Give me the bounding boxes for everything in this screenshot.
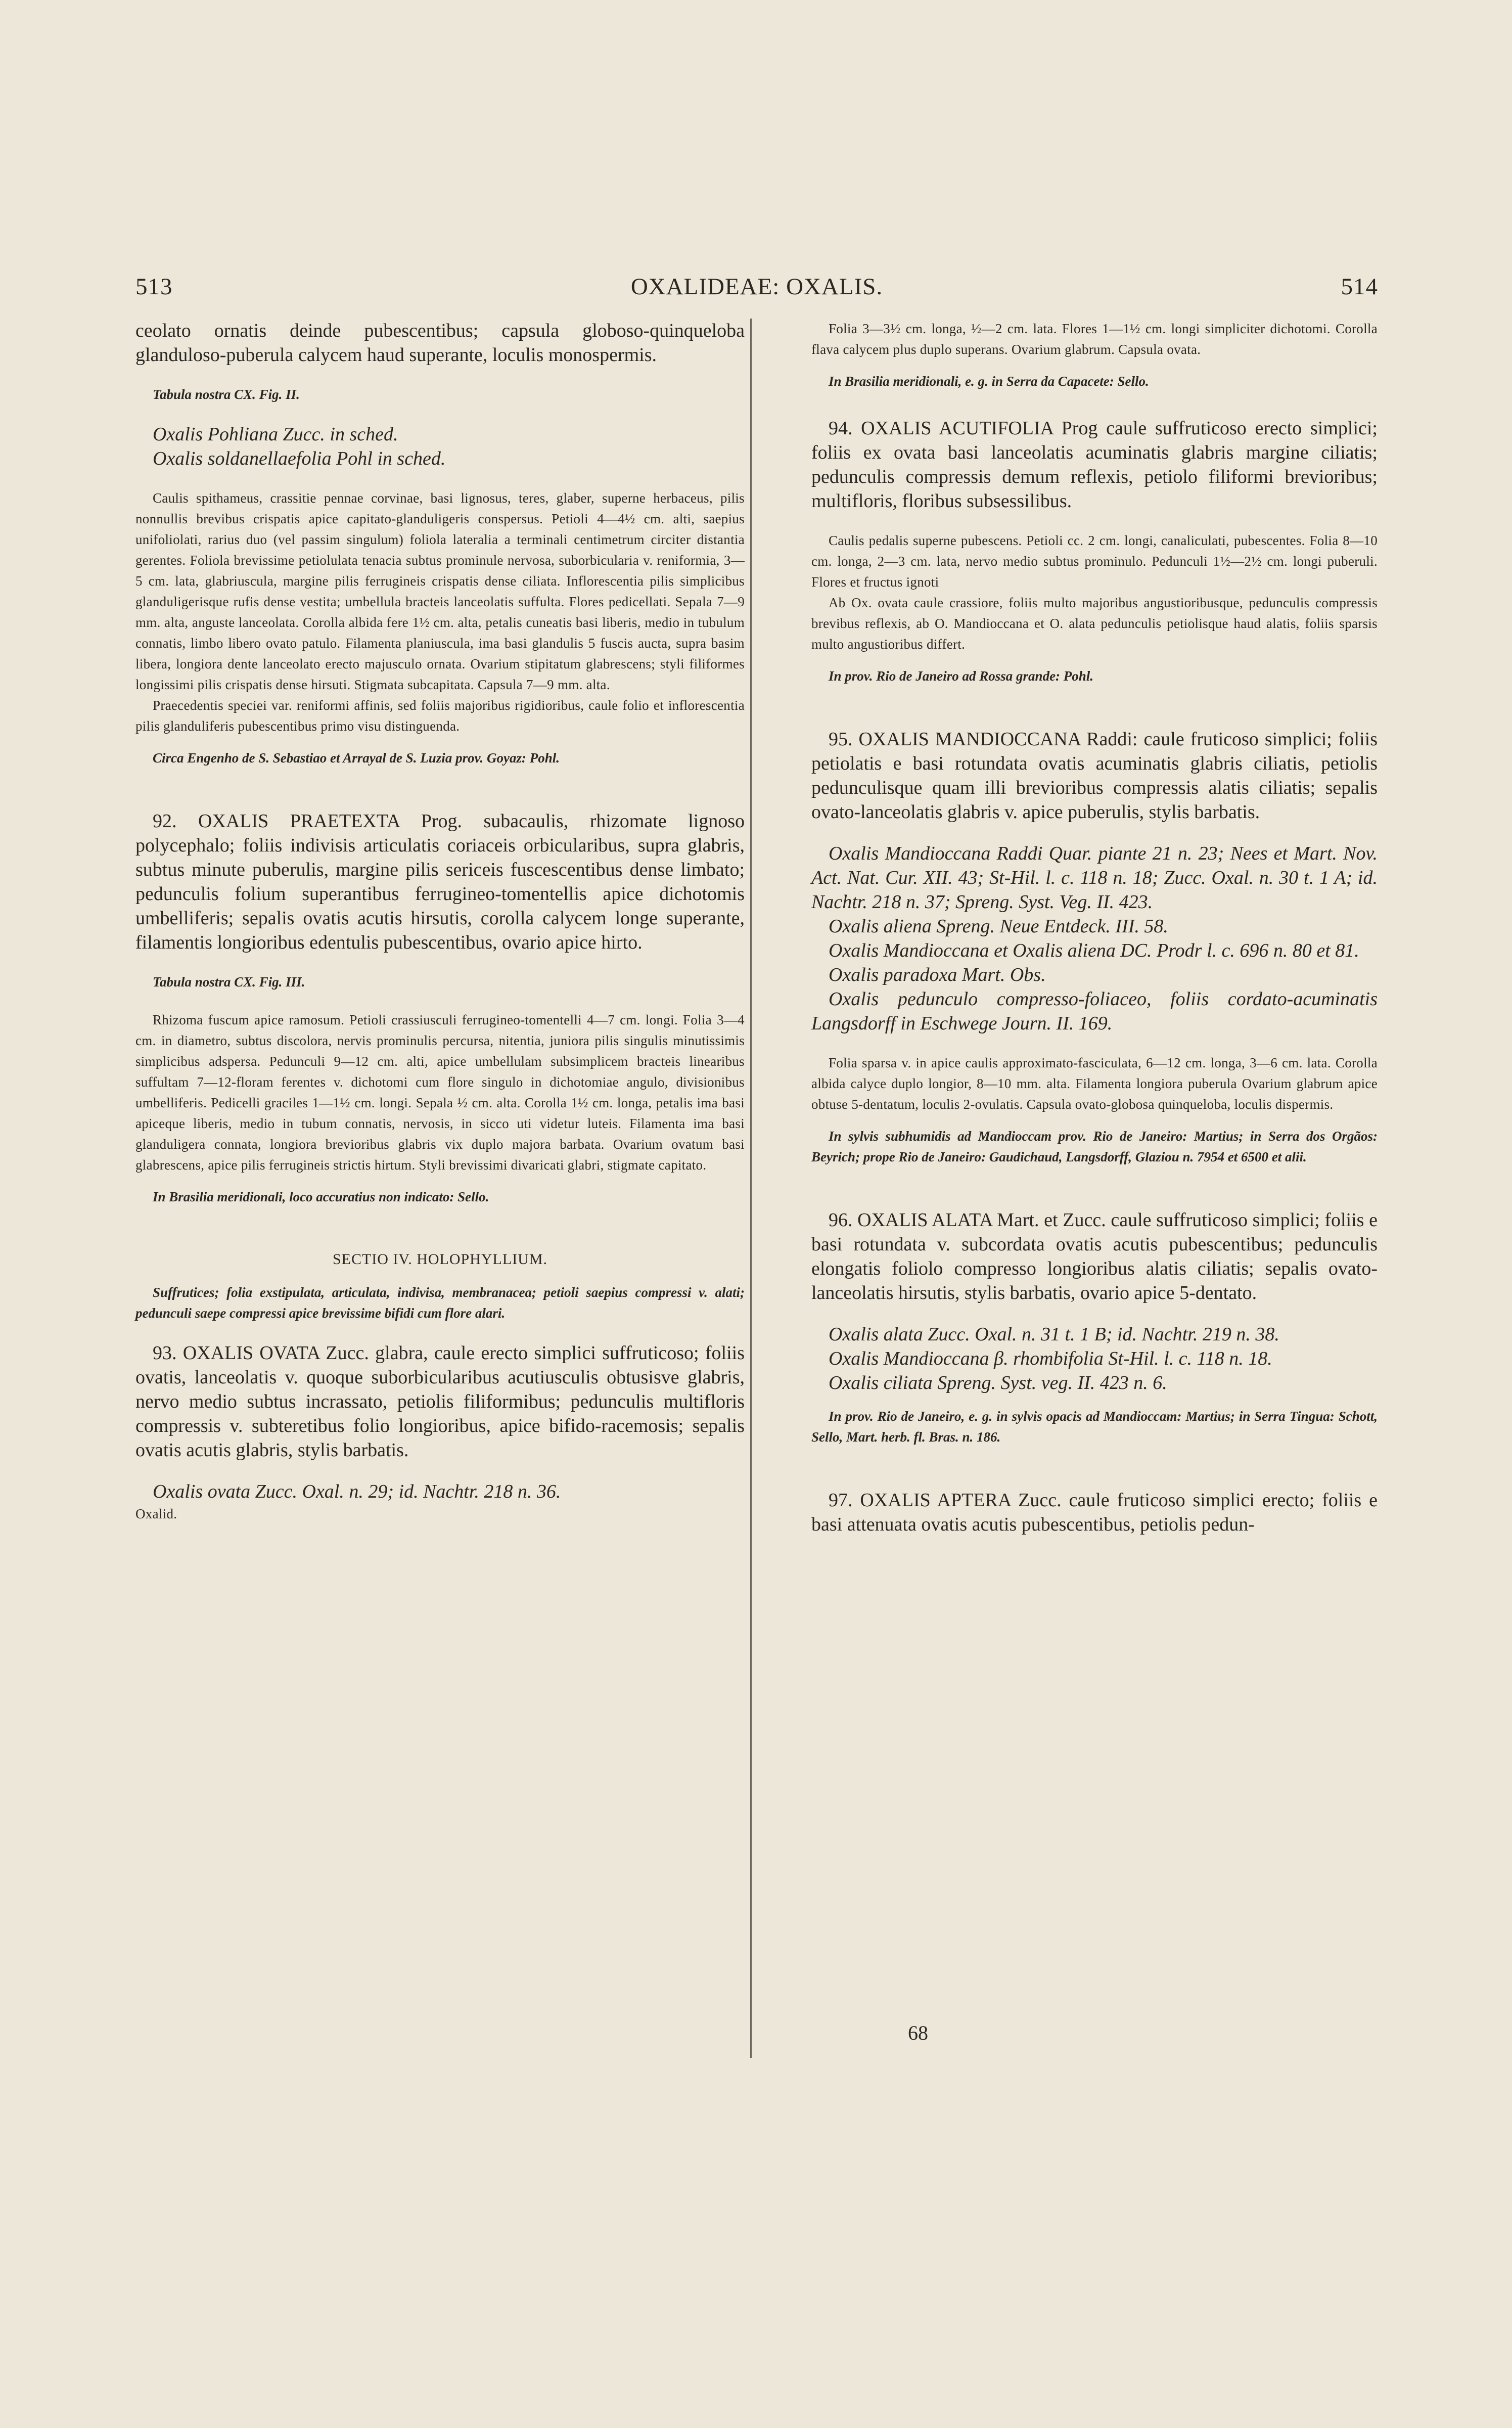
species-93: 93. OXALIS OVATA Zucc. glabra, caule erecto simplici suffruticoso; foliis ovatis, lanceolatis v. quoque suborbicularibus acutiusculis obtusisve glabris, nervo medio subtus incrassato, petiolis filiformibus; pedunculis multifloris compressis v. subteretibus folio longioribus, apice bifido-racemosis; sepalis ovatis acutis glabris, stylis barbatis. bbox=[135, 1342, 745, 1461]
synonym: Oxalis aliena Spreng. Neue Entdeck. III. 58. bbox=[829, 916, 1168, 937]
catchword: Oxalid. bbox=[135, 1506, 177, 1521]
species-94: 94. OXALIS ACUTIFOLIA Prog caule suffruticoso erecto simplici; foliis ex ovata basi lanceolatis acuminatis glabris margine ciliatis; pedunculis compressis demum reflexis, petiolo filiformi brevioribus; multifloris, floribus subsessilibus. bbox=[811, 418, 1378, 512]
section-title: SECTIO IV. HOLOPHYLLIUM. bbox=[332, 1251, 548, 1268]
right-page-number: 514 bbox=[1341, 274, 1378, 300]
synonym: Oxalis ovata Zucc. Oxal. n. 29; id. Nachtr. 218 n. 36. bbox=[153, 1481, 561, 1502]
species-description: Folia 3—3½ cm. longa, ½—2 cm. lata. Flores 1—1½ cm. longi simpliciter dichotomi. Corolla flava calycem plus duplo superans. Ovarium glabrum. Capsula ovata. bbox=[811, 321, 1378, 357]
locality: Circa Engenho de S. Sebastiao et Arrayal de S. Luzia prov. Goyaz: Pohl. bbox=[153, 750, 560, 766]
locality: In prov. Rio de Janeiro ad Rossa grande: Pohl. bbox=[829, 668, 1094, 684]
synonym: Oxalis Mandioccana Raddi Quar. piante 21 n. 23; Nees et Mart. Nov. Act. Nat. Cur. XII. 43; St-Hil. l. c. 118 n. 18; Zucc. Oxal. n. 30 t. 1 A; id. Nachtr. 218 n. 37; Spreng. Syst. Veg. II. 423. bbox=[811, 843, 1378, 913]
synonym: Oxalis soldanellaefolia Pohl in sched. bbox=[153, 448, 446, 469]
species-description: Caulis pedalis superne pubescens. Petioli cc. 2 cm. longi, canaliculati, pubescentes. Folia 8—10 cm. longa, 2—3 cm. lata, nervo medio subtus prominulo. Pedunculi 1½—2½ cm. longi puberuli. Flores et fructus ignoti bbox=[811, 533, 1378, 590]
column-divider bbox=[750, 319, 752, 2058]
species-description: Caulis spithameus, crassitie pennae corvinae, basi lignosus, teres, glaber, superne herbaceus, pilis nonnullis brevibus crispatis apice capitato-glanduligeris conspersus. Petioli 4—4½ cm. alti, saepius unifoliolati, rarius duo (vel passim singulum) foliola lateralia a terminali centimetrum circiter distantia gerentes. Foliola brevissime petiolulata tenacia subtus prominule nervosa, suborbicularia v. reniformia, 3—5 cm. lata, glabriuscula, margine pilis ferrugineis crispatis dense ciliata. Inflorescentia pilis simplicibus glanduligerisque rufis dense vestita; umbellula bracteis lanceolatis suffulta. Flores pedicellati. Sepala 7—9 mm. alta, anguste lanceolata. Corolla albida fere 1½ cm. alta, petalis cuneatis basi liberis, medio in tubulum connatis, limbo libero ovato patulo. Filamenta planiuscula, ima basi glandulis 5 fuscis aucta, supra basim libera, longiora dente lanceolato erecto majusculo ornata. Ovarium stipitatum glabrescens; styli filiformes longissimi pilis crispatis dense hirsuti. Stigmata subcapitata. Capsula 7—9 mm. alta. bbox=[135, 490, 745, 692]
plate-reference: Tabula nostra CX. Fig. II. bbox=[153, 387, 300, 402]
species-description: Rhizoma fuscum apice ramosum. Petioli crassiusculi ferrugineo-tomentelli 4—7 cm. longi. Folia 3—4 cm. in diametro, subtus discolora, nervis prominulis percursa, nitentia, juniora pilis singulis minutissimis simplicibus adspersa. Pedunculi 9—12 cm. alti, apice umbellulam subsimplicem bracteis linearibus suffultam 7—12-floram ferentes v. dichotomi cum flore singulo in dichotomiae angulo, divisionibus umbelliferis. Pedicelli graciles 1—1½ cm. longi. Sepala ½ cm. alta. Corolla 1½ cm. longa, petalis ima basi apiceque liberis, medio in tubum connatis, nervosis, in sicco uti videtur luteis. Filamenta ima basi glanduligera connata, longiora brevioribus glabris vix duplo majora barbata. Ovarium ovatum basi glabrescens, apice pilis ferrugineis strictis hirtum. Styli brevissimi divaricati glabri, stigmate capitato. bbox=[135, 1012, 745, 1173]
plate-reference: Tabula nostra CX. Fig. III. bbox=[153, 974, 305, 990]
locality: In prov. Rio de Janeiro, e. g. in sylvis opacis ad Mandioccam: Martius; in Serra Tingua: Schott, Sello, Mart. herb. fl. Bras. n. 186. bbox=[811, 1409, 1378, 1445]
species-92: 92. OXALIS PRAETEXTA Prog. subacaulis, rhizomate lignoso polycephalo; foliis indivisis articulatis coriaceis orbicularibus, supra glabris, subtus minute puberulis, margine pilis sericeis fuscescentibus dense limbato; pedunculis folium superantibus ferrugineo-tomentellis apice dichotomis umbelliferis; sepalis ovatis acutis hirsutis, corolla calycem longe superante, filamentis longioribus edentulis pubescentibus, ovario apice hirto. bbox=[135, 811, 745, 953]
locality: In sylvis subhumidis ad Mandioccam prov. Rio de Janeiro: Martius; in Serra dos Orgãos: Beyrich; prope Rio de Janeiro: Gaudichaud, Langsdorff, Glaziou n. 7954 et 6500 et alii. bbox=[811, 1129, 1378, 1164]
left-page-number: 513 bbox=[135, 274, 173, 300]
species-95: 95. OXALIS MANDIOCCANA Raddi: caule fruticoso simplici; foliis petiolatis e basi rotundata ovatis acuminatis glabris ciliatis, petiolis pedunculisque quam illi brevioribus compressis alatis ciliatis; sepalis ovato-lanceolatis glabris v. apice puberulis, stylis barbatis. bbox=[811, 729, 1378, 823]
signature-number: 68 bbox=[908, 2021, 928, 2044]
synonym: Oxalis Pohliana Zucc. in sched. bbox=[153, 424, 398, 445]
left-column bbox=[135, 319, 745, 1524]
locality: In Brasilia meridionali, e. g. in Serra da Capacete: Sello. bbox=[829, 374, 1149, 389]
synonym: Oxalis alata Zucc. Oxal. n. 31 t. 1 B; id. Nachtr. 219 n. 38. bbox=[829, 1324, 1279, 1345]
continued-description: ceolato ornatis deinde pubescentibus; capsula globoso-quinqueloba glanduloso-puberula calycem haud superante, loculis monospermis. bbox=[135, 320, 745, 366]
species-note: Praecedentis speciei var. reniformi affinis, sed foliis majoribus rigidioribus, caule folio et inflorescentia pilis glanduliferis pubescentibus primo visu distinguenda. bbox=[135, 698, 745, 734]
species-note: Ab Ox. ovata caule crassiore, foliis multo majoribus angustioribusque, pedunculis compressis brevibus reflexis, ab O. Mandioccana et O. alata pedunculis petiolisque haud alatis, foliis sparsis multo angustioribus differt. bbox=[811, 595, 1378, 652]
running-header bbox=[135, 273, 1378, 308]
synonym: Oxalis ciliata Spreng. Syst. veg. II. 423 n. 6. bbox=[829, 1372, 1167, 1393]
species-96: 96. OXALIS ALATA Mart. et Zucc. caule suffruticoso simplici; foliis e basi rotundata v. subcordata ovatis acutis pubescentibus; pedunculis elongatis foliolo compresso longioribus alatis ciliatis; sepalis ovato-lanceolatis hirsutis, stylis barbatis, ovario apice 5-dentato. bbox=[811, 1209, 1378, 1303]
synonym: Oxalis Mandioccana et Oxalis aliena DC. Prodr l. c. 696 n. 80 et 81. bbox=[829, 940, 1359, 961]
synonym: Oxalis Mandioccana β. rhombifolia St-Hil. l. c. 118 n. 18. bbox=[829, 1348, 1272, 1369]
synonym: Oxalis paradoxa Mart. Obs. bbox=[829, 964, 1046, 985]
running-title: OXALIDEAE: OXALIS. bbox=[630, 274, 883, 300]
species-description: Folia sparsa v. in apice caulis approximato-fasciculata, 6—12 cm. longa, 3—6 cm. lata. Corolla albida calyce duplo longior, 8—10 mm. alta. Filamenta longiora puberula Ovarium glabrum apice obtuse 5-dentatum, loculis 2-ovulatis. Capsula ovato-globosa quinqueloba, loculis dispermis. bbox=[811, 1055, 1378, 1112]
section-description: Suffrutices; folia exstipulata, articulata, indivisa, membranacea; petioli saepius compressi v. alati; pedunculi saepe compressi apice brevissime bifidi cum flore alari. bbox=[135, 1285, 745, 1321]
right-column bbox=[811, 319, 1378, 1537]
synonym: Oxalis pedunculo compresso-foliaceo, foliis cordato-acuminatis Langsdorff in Eschwege Journ. II. 169. bbox=[811, 988, 1378, 1034]
species-97: 97. OXALIS APTERA Zucc. caule fruticoso simplici erecto; foliis e basi attenuata ovatis acutis pubescentibus, petiolis pedun- bbox=[811, 1490, 1378, 1535]
locality: In Brasilia meridionali, loco accuratius non indicato: Sello. bbox=[153, 1189, 489, 1204]
